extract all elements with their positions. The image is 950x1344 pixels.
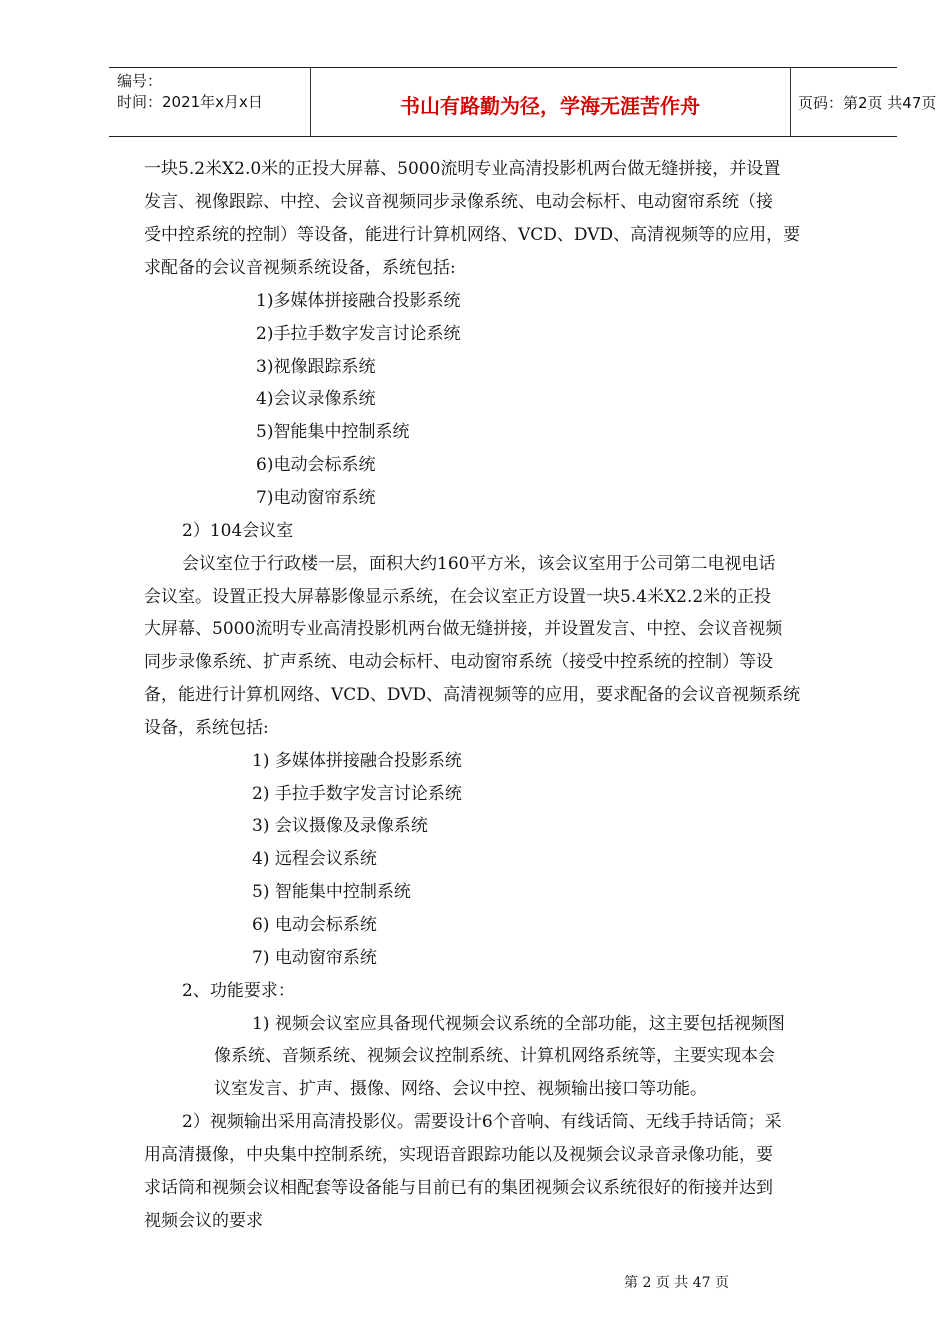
- body-line: 会议室位于行政楼一层，面积大约160平方米，该会议室用于公司第二电视电话: [182, 554, 776, 574]
- body-line: 同步录像系统、扩声系统、电动会标杆、电动窗帘系统（接受中控系统的控制）等设: [144, 652, 773, 672]
- list-item: 2) 手拉手数字发言讨论系统: [252, 784, 462, 804]
- body-line: 2）视频输出采用高清投影仪。需要设计6个音响、有线话筒、无线手持话筒；采: [182, 1112, 782, 1132]
- header-page-info: 页码：第2页 共47页: [798, 94, 937, 112]
- list-item: 3) 会议摄像及录像系统: [252, 816, 428, 836]
- list-item: 5)智能集中控制系统: [256, 422, 410, 442]
- list-item: 1) 多媒体拼接融合投影系统: [252, 751, 462, 771]
- header-right-cell: [790, 68, 937, 136]
- body-line: 1) 视频会议室应具备现代视频会议系统的全部功能，这主要包括视频图: [252, 1014, 785, 1034]
- section-heading: 2、功能要求：: [182, 981, 295, 1001]
- list-item: 1)多媒体拼接融合投影系统: [256, 291, 461, 311]
- body-line: 求话筒和视频会议相配套等设备能与目前已有的集团视频会议系统很好的衔接并达到: [144, 1178, 773, 1198]
- list-item: 7)电动窗帘系统: [256, 488, 376, 508]
- list-item: 5) 智能集中控制系统: [252, 882, 411, 902]
- body-line: 求配备的会议音视频系统设备，系统包括:: [144, 258, 456, 278]
- page-header: [109, 67, 937, 137]
- list-item: 2)手拉手数字发言讨论系统: [256, 324, 461, 344]
- list-item: 6) 电动会标系统: [252, 915, 377, 935]
- body-line: 会议室。设置正投大屏幕影像显示系统，在会议室正方设置一块5.4米X2.2米的正投: [144, 587, 772, 607]
- list-item: 4) 远程会议系统: [252, 849, 377, 869]
- body-line: 受中控系统的控制）等设备，能进行计算机网络、VCD、DVD、高清视频等的应用，要: [144, 225, 801, 245]
- page-footer: 第 2 页 共 47 页: [624, 1275, 729, 1291]
- body-line: 备，能进行计算机网络、VCD、DVD、高清视频等的应用，要求配备的会议音视频系统: [144, 685, 801, 705]
- body-line: 视频会议的要求: [144, 1211, 263, 1231]
- body-line: 发言、视像跟踪、中控、会议音视频同步录像系统、电动会标杆、电动窗帘系统（接: [144, 192, 773, 212]
- list-item: 3)视像跟踪系统: [256, 357, 376, 377]
- header-left-cell: [109, 68, 311, 136]
- body-line: 议室发言、扩声、摄像、网络、会议中控、视频输出接口等功能。: [214, 1079, 707, 1099]
- document-number-label: 编号：: [117, 72, 163, 90]
- body-line: 大屏幕、5000流明专业高清投影机两台做无缝拼接，并设置发言、中控、会议音视频: [144, 619, 783, 639]
- list-item: 4)会议录像系统: [256, 389, 376, 409]
- document-time-label: 时间：2021年x月x日: [117, 93, 263, 111]
- body-line: 一块5.2米X2.0米的正投大屏幕、5000流明专业高清投影机两台做无缝拼接，并设置: [144, 159, 781, 179]
- list-item: 7) 电动窗帘系统: [252, 948, 377, 968]
- list-item: 6)电动会标系统: [256, 455, 376, 475]
- header-motto: 书山有路勤为径，学海无涯苦作舟: [400, 94, 700, 118]
- body-line: 用高清摄像，中央集中控制系统，实现语音跟踪功能以及视频会议录音录像功能，要: [144, 1145, 773, 1165]
- section-heading: 2）104会议室: [182, 521, 294, 541]
- header-motto-cell: [310, 68, 791, 136]
- body-line: 像系统、音频系统、视频会议控制系统、计算机网络系统等，主要实现本会: [214, 1046, 775, 1066]
- body-line: 设备，系统包括:: [144, 718, 269, 738]
